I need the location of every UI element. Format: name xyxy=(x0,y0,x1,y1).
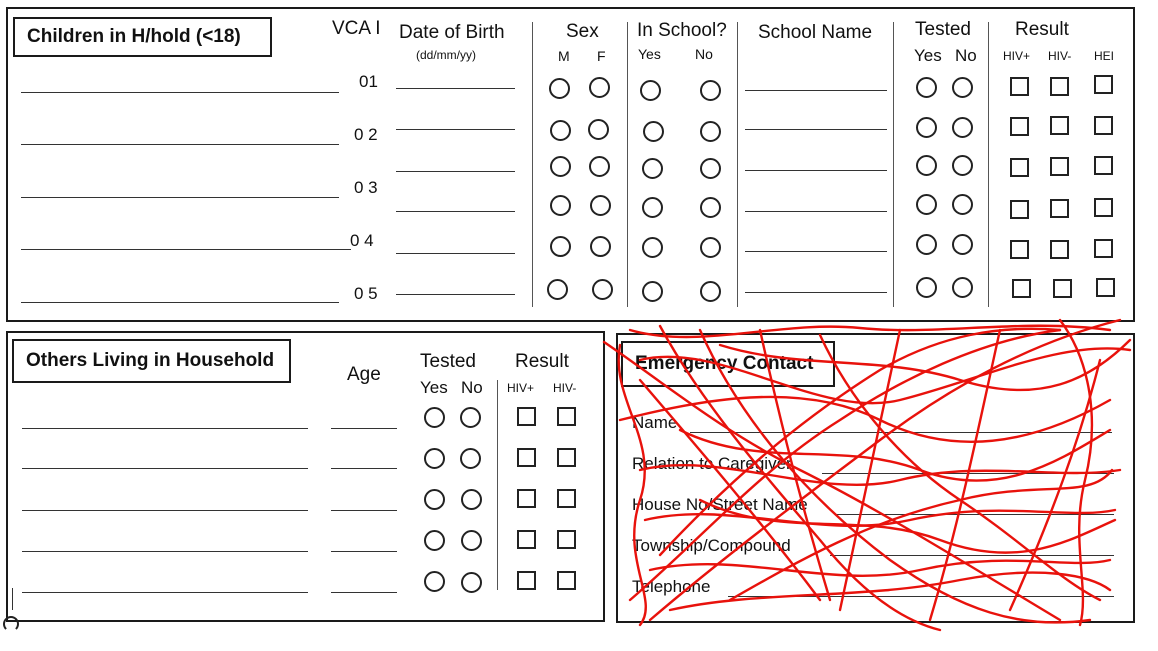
ec-township-label: Township/Compound xyxy=(632,536,791,555)
result-neg-label: HIV- xyxy=(1048,49,1072,63)
school-no-radio[interactable] xyxy=(700,121,721,142)
school-name-field[interactable] xyxy=(745,211,887,212)
tested-yes-radio[interactable] xyxy=(916,194,937,215)
others-tested-yes-label: Yes xyxy=(420,378,448,397)
ec-name-field[interactable] xyxy=(690,432,1112,433)
tested-yes-radio[interactable] xyxy=(916,234,937,255)
other-name-field[interactable] xyxy=(22,592,308,593)
others-result-hivneg-checkbox[interactable] xyxy=(557,448,576,467)
child-name-field[interactable] xyxy=(21,197,339,198)
dob-field[interactable] xyxy=(396,129,515,130)
emergency-title: Emergency Contact xyxy=(621,341,835,387)
others-result-neg-label: HIV- xyxy=(553,381,577,395)
others-result-hivpos-checkbox[interactable] xyxy=(517,489,536,508)
school-name-field[interactable] xyxy=(745,129,887,130)
others-result-pos-label: HIV+ xyxy=(507,381,535,395)
school-name-label: School Name xyxy=(758,22,873,43)
others-tested-yes-radio[interactable] xyxy=(424,571,445,592)
result-hivneg-checkbox[interactable] xyxy=(1053,279,1072,298)
school-no-radio[interactable] xyxy=(700,197,721,218)
school-name-field[interactable] xyxy=(745,251,887,252)
school-yes-radio[interactable] xyxy=(640,80,661,101)
school-no-radio[interactable] xyxy=(700,281,721,302)
sex-m-radio[interactable] xyxy=(550,120,571,141)
age-field[interactable] xyxy=(331,551,397,552)
tested-no-label: No xyxy=(955,46,977,65)
others-result-hivpos-checkbox[interactable] xyxy=(517,530,536,549)
tested-no-radio[interactable] xyxy=(952,234,973,255)
others-tested-no-radio[interactable] xyxy=(460,407,481,428)
school-name-field[interactable] xyxy=(745,170,887,171)
others-result-hivneg-checkbox[interactable] xyxy=(557,571,576,590)
school-yes-label: Yes xyxy=(638,46,661,62)
sex-f-radio[interactable] xyxy=(592,279,613,300)
result-pos-label: HIV+ xyxy=(1003,49,1031,63)
sex-m-radio[interactable] xyxy=(547,279,568,300)
others-result-hivneg-checkbox[interactable] xyxy=(557,530,576,549)
dob-format: (dd/mm/yy) xyxy=(416,48,476,62)
ec-name-label: Name xyxy=(632,413,678,432)
row-number: 01 xyxy=(359,72,378,91)
ec-relation-label: Relation to Caregiver xyxy=(632,454,792,473)
child-name-field[interactable] xyxy=(21,249,351,250)
result-hivpos-checkbox[interactable] xyxy=(1012,279,1031,298)
others-result-hivneg-checkbox[interactable] xyxy=(557,407,576,426)
sex-f-radio[interactable] xyxy=(588,119,609,140)
ec-house-label: House No/Street Name xyxy=(632,495,808,514)
age-field[interactable] xyxy=(331,468,397,469)
other-name-field[interactable] xyxy=(22,551,308,552)
result-hivpos-checkbox[interactable] xyxy=(1010,240,1029,259)
children-title: Children in H/hold (<18) xyxy=(13,17,272,57)
tested-yes-radio[interactable] xyxy=(916,77,937,98)
dob-field[interactable] xyxy=(396,294,515,295)
others-tested-yes-radio[interactable] xyxy=(424,530,445,551)
tested-no-radio[interactable] xyxy=(952,155,973,176)
row-number: 0 2 xyxy=(354,125,378,144)
sex-f-radio[interactable] xyxy=(589,77,610,98)
row-number: 0 4 xyxy=(350,231,374,250)
school-no-label: No xyxy=(695,46,713,62)
others-tested-no-radio[interactable] xyxy=(461,489,482,510)
tested-yes-radio[interactable] xyxy=(916,155,937,176)
result-hivpos-checkbox[interactable] xyxy=(1010,117,1029,136)
sex-m-radio[interactable] xyxy=(550,236,571,257)
school-name-field[interactable] xyxy=(745,292,887,293)
sex-f-radio[interactable] xyxy=(589,156,610,177)
others-result-hivpos-checkbox[interactable] xyxy=(517,448,536,467)
divider-sex-school xyxy=(627,22,628,307)
others-tested-no-radio[interactable] xyxy=(460,448,481,469)
ec-telephone-label: Telephone xyxy=(632,577,711,596)
others-result-hivneg-checkbox[interactable] xyxy=(557,489,576,508)
others-result-hivpos-checkbox[interactable] xyxy=(517,571,536,590)
school-yes-radio[interactable] xyxy=(642,197,663,218)
others-tested-no-radio[interactable] xyxy=(461,530,482,551)
row-number: 0 5 xyxy=(354,284,378,303)
school-no-radio[interactable] xyxy=(700,158,721,179)
others-tested-label: Tested xyxy=(420,351,476,372)
others-divider xyxy=(497,380,498,590)
school-no-radio[interactable] xyxy=(700,237,721,258)
result-hivneg-checkbox[interactable] xyxy=(1050,157,1069,176)
result-hivneg-checkbox[interactable] xyxy=(1050,240,1069,259)
divider-name-tested xyxy=(893,22,894,307)
other-name-field[interactable] xyxy=(22,468,308,469)
row-number: 0 3 xyxy=(354,178,378,197)
age-label: Age xyxy=(347,364,381,385)
child-name-field[interactable] xyxy=(21,144,339,145)
sex-f-label: F xyxy=(597,48,606,64)
tested-label: Tested xyxy=(915,19,971,40)
dob-field[interactable] xyxy=(396,171,515,172)
tested-no-radio[interactable] xyxy=(952,194,973,215)
dob-field[interactable] xyxy=(396,88,515,89)
child-name-field[interactable] xyxy=(21,302,339,303)
others-result-hivpos-checkbox[interactable] xyxy=(517,407,536,426)
tested-no-radio[interactable] xyxy=(952,77,973,98)
school-yes-radio[interactable] xyxy=(643,121,664,142)
tested-no-radio[interactable] xyxy=(952,277,973,298)
divider-tested-result xyxy=(988,22,989,307)
ec-relation-field[interactable] xyxy=(822,473,1114,474)
dob-field[interactable] xyxy=(396,211,515,212)
other-name-field[interactable] xyxy=(22,510,308,511)
drag-handle-icon[interactable] xyxy=(3,616,19,632)
dob-field[interactable] xyxy=(396,253,515,254)
tested-yes-radio[interactable] xyxy=(916,277,937,298)
school-yes-radio[interactable] xyxy=(642,281,663,302)
result-hivneg-checkbox[interactable] xyxy=(1050,199,1069,218)
tested-yes-label: Yes xyxy=(914,46,942,65)
others-title: Others Living in Household xyxy=(12,339,291,383)
tested-yes-radio[interactable] xyxy=(916,117,937,138)
others-tested-no-label: No xyxy=(461,378,483,397)
text-cursor-icon xyxy=(12,588,13,610)
result-label: Result xyxy=(1015,19,1069,40)
others-tested-yes-radio[interactable] xyxy=(424,407,445,428)
school-no-radio[interactable] xyxy=(700,80,721,101)
sex-m-radio[interactable] xyxy=(550,156,571,177)
others-tested-no-radio[interactable] xyxy=(461,572,482,593)
result-hivpos-checkbox[interactable] xyxy=(1010,77,1029,96)
school-name-field[interactable] xyxy=(745,90,887,91)
school-yes-radio[interactable] xyxy=(642,237,663,258)
result-hei-checkbox[interactable] xyxy=(1096,278,1115,297)
result-hei-checkbox[interactable] xyxy=(1094,116,1113,135)
tested-no-radio[interactable] xyxy=(952,117,973,138)
vca-label: VCA I xyxy=(332,18,381,39)
sex-m-radio[interactable] xyxy=(550,195,571,216)
result-hei-checkbox[interactable] xyxy=(1094,239,1113,258)
result-hei-checkbox[interactable] xyxy=(1094,198,1113,217)
age-field[interactable] xyxy=(331,592,397,593)
school-yes-radio[interactable] xyxy=(642,158,663,179)
result-hivneg-checkbox[interactable] xyxy=(1050,77,1069,96)
other-name-field[interactable] xyxy=(22,428,308,429)
ec-telephone-field[interactable] xyxy=(728,596,1114,597)
result-hivpos-checkbox[interactable] xyxy=(1010,200,1029,219)
divider-school-name xyxy=(737,22,738,307)
others-tested-yes-radio[interactable] xyxy=(424,448,445,469)
sex-m-radio[interactable] xyxy=(549,78,570,99)
sex-m-label: M xyxy=(558,48,570,64)
result-hivneg-checkbox[interactable] xyxy=(1050,116,1069,135)
sex-f-radio[interactable] xyxy=(590,236,611,257)
others-tested-yes-radio[interactable] xyxy=(424,489,445,510)
result-hei-checkbox[interactable] xyxy=(1094,75,1113,94)
age-field[interactable] xyxy=(331,428,397,429)
result-hivpos-checkbox[interactable] xyxy=(1010,158,1029,177)
sex-f-radio[interactable] xyxy=(590,195,611,216)
ec-house-field[interactable] xyxy=(836,514,1114,515)
dob-label: Date of Birth xyxy=(399,22,505,43)
ec-township-field[interactable] xyxy=(830,555,1114,556)
sex-label: Sex xyxy=(566,21,599,42)
in-school-label: In School? xyxy=(637,20,727,41)
result-hei-label: HEI xyxy=(1094,49,1115,63)
divider-dob-sex xyxy=(532,22,533,307)
child-name-field[interactable] xyxy=(21,92,339,93)
result-hei-checkbox[interactable] xyxy=(1094,156,1113,175)
others-result-label: Result xyxy=(515,351,569,372)
age-field[interactable] xyxy=(331,510,397,511)
